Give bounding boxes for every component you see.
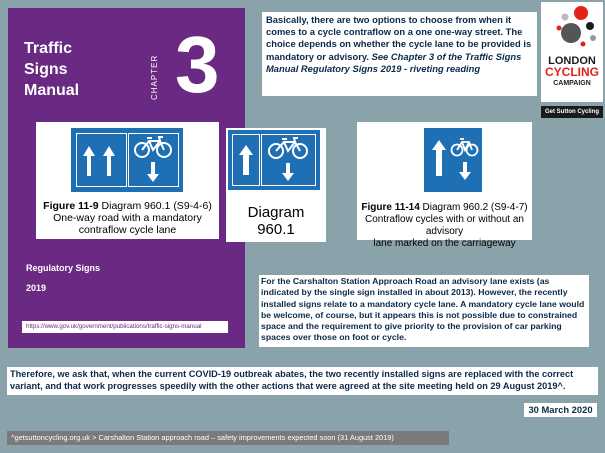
cover-title-line: Manual bbox=[24, 82, 80, 99]
cover-chapter-label bbox=[146, 42, 166, 102]
sign-cell-left bbox=[232, 134, 260, 186]
cover-title-line: Signs bbox=[24, 61, 68, 78]
figure-desc-line: Contraflow cycles with or without an advisory bbox=[365, 214, 524, 237]
figure-desc-line: contraflow cycle lane bbox=[78, 224, 177, 236]
conclusion-text: Therefore, we ask that, when the current COVID-19 outbreak abates, the two recently installed signs are replaced with the correct variant, and that work progresses speedily with the other actions that were agreed at the site meeting held on 29 August 2019^. bbox=[10, 369, 574, 392]
carshalton-text: For the Carshalton Station Approach Road an advisory lane exists (as indicated by the single sign installed in about 2013). However, the recently installed signs relate to a mandatory cycle lane. A mandatory cycle lane would be welcome, of course, but it appears this is not possible due to constrained space and the requirement to give priority to the provision of car parking spaces over those on foot or cycle. bbox=[261, 276, 585, 343]
diagram-960-1-caption bbox=[226, 204, 326, 238]
logo-tagline: Get Sutton Cycling bbox=[541, 106, 603, 118]
cover-url-link[interactable]: https://www.gov.uk/government/publications/traffic-signs-manual bbox=[22, 321, 228, 333]
cover-chapter-word: CHAPTER bbox=[150, 54, 159, 100]
diagram-label: Diagram bbox=[247, 204, 305, 221]
two-up-arrows-icon bbox=[77, 134, 125, 186]
cover-year: 2019 bbox=[26, 283, 47, 293]
cover-chapter-number: 3 bbox=[175, 20, 220, 109]
logo-line1: LONDON bbox=[548, 55, 596, 67]
up-arrow-icon bbox=[233, 135, 259, 185]
conclusion-textbox bbox=[7, 367, 598, 395]
figure-11-14-caption bbox=[357, 202, 532, 250]
bicycle-down-arrow-icon bbox=[129, 134, 177, 186]
intro-reference: See Chapter 3 of the Traffic Signs Manual Regulatory Signs 2019 - riveting reading bbox=[266, 50, 522, 74]
london-cycling-campaign-logo bbox=[541, 2, 603, 102]
sign-cell-left bbox=[76, 133, 127, 187]
cover-subtitle: Regulatory Signs bbox=[26, 263, 101, 273]
date-label: 30 March 2020 bbox=[524, 403, 597, 417]
figure-label: Figure 11-14 bbox=[361, 202, 420, 213]
figure-11-9-panel bbox=[36, 122, 219, 239]
figure-desc-line: lane marked on the carriageway bbox=[373, 238, 516, 249]
logo-line2: CYCLING bbox=[545, 65, 599, 79]
cover-title bbox=[24, 38, 144, 101]
sign-cell-right bbox=[261, 134, 316, 186]
logo-line3: CAMPAIGN bbox=[553, 80, 591, 87]
contraflow-sign-small bbox=[228, 130, 320, 190]
figure-title: Diagram 960.1 (S9-4-6) bbox=[98, 200, 212, 212]
footer-source-link[interactable]: ^getsuttoncycling.org.uk > Carshalton Station approach road – safety improvements expected soon (31 August 2019) bbox=[7, 431, 449, 445]
intro-text: Basically, there are two options to choose from when it comes to a cycle contraflow on a one one-way street. The choice depends on whether the cycle lane to be provided is mandatory or advisory. bbox=[266, 14, 532, 62]
figure-11-9-caption bbox=[36, 200, 219, 236]
contraflow-sign-mandatory bbox=[71, 128, 183, 192]
diagram-960-1-panel bbox=[226, 128, 326, 242]
figure-11-14-panel bbox=[357, 122, 532, 249]
figure-desc-line: One-way road with a mandatory bbox=[53, 212, 202, 224]
figure-title: Diagram 960.2 (S9-4-7) bbox=[419, 202, 528, 213]
intro-textbox bbox=[262, 12, 537, 96]
diagram-number: 960.1 bbox=[257, 221, 295, 238]
bicycle-down-arrow-icon bbox=[262, 135, 314, 185]
contraflow-sign-advisory bbox=[424, 128, 482, 192]
up-arrow-bicycle-icon bbox=[426, 130, 480, 190]
carshalton-textbox bbox=[259, 275, 589, 347]
sign-cell-right bbox=[128, 133, 179, 187]
logo-circles-icon bbox=[541, 2, 603, 102]
figure-label: Figure 11-9 bbox=[43, 200, 99, 212]
cover-title-line: Traffic bbox=[24, 40, 73, 57]
